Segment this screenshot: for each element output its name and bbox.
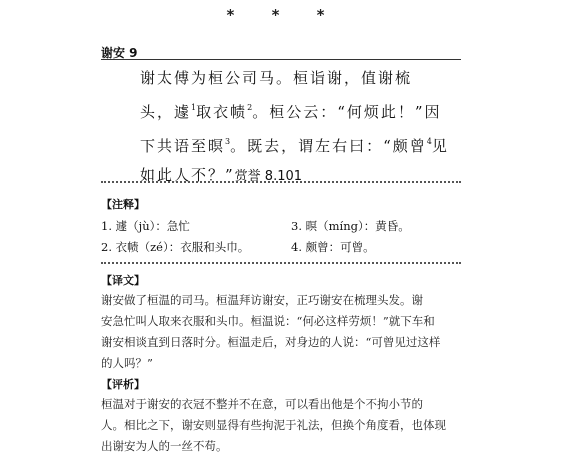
- note-marker: 1: [191, 103, 197, 112]
- passage-text: 下共语至暝: [140, 137, 226, 155]
- section-ornament: * * *: [226, 6, 341, 24]
- translation-line: 谢安相谈直到日落时分。桓温走后，对身边的人说：“可曾见过这样: [101, 335, 441, 349]
- passage-text: 。桓公云：“何烦此！”因: [252, 103, 442, 121]
- commentary-text: [101, 394, 471, 457]
- translation-heading: 【译文】: [101, 274, 145, 287]
- note-item-3: 3. 暝（míng）：黄昏。: [291, 219, 410, 233]
- passage-text: 取衣帻: [196, 103, 248, 121]
- passage-line: [140, 93, 440, 127]
- passage-text: 如此人不？”: [140, 166, 235, 184]
- commentary-heading: 【评析】: [101, 378, 145, 391]
- translation-line: 谢安做了桓温的司马。桓温拜访谢安，正巧谢安在梳理头发。谢: [101, 293, 423, 307]
- passage-text: 谢太傅为桓公司马。桓诣谢，值谢梳: [140, 69, 413, 87]
- commentary-line: 出谢安为人的一丝不苟。: [101, 439, 228, 453]
- commentary-line: 人。相比之下，谢安则显得有些拘泥于礼法，但换个角度看，也体现: [101, 418, 446, 432]
- classical-passage: [140, 64, 449, 191]
- note-item-4: 4. 颇曾：可曾。: [291, 240, 375, 254]
- note-item-2: 2. 衣帻（zé）：衣服和头巾。: [101, 240, 250, 254]
- translation-text: [101, 290, 471, 374]
- header-rule: [101, 59, 461, 60]
- source-reference: 赏誉 8.101: [234, 169, 303, 184]
- passage-divider: [101, 181, 461, 183]
- passage-text: 头，遽: [140, 103, 192, 121]
- translation-line: 安急忙叫人取来衣服和头巾。桓温说：“何必这样劳烦！”就下车和: [101, 314, 435, 328]
- commentary-line: 桓温对于谢安的衣冠不整并不在意，可以看出他是个不拘小节的: [101, 397, 423, 411]
- passage-line: [140, 161, 440, 191]
- notes-heading: 【注释】: [101, 198, 145, 211]
- note-marker: 3: [225, 137, 231, 146]
- notes-divider: [101, 262, 461, 264]
- passage-line: [140, 64, 440, 93]
- translation-line: 的人吗？”: [101, 356, 153, 370]
- note-marker: 2: [247, 103, 253, 112]
- note-marker: 4: [426, 137, 432, 146]
- passage-text: 。既去，谓左右曰：“颇曾: [230, 137, 427, 155]
- passage-text: 见: [431, 137, 449, 155]
- note-item-1: 1. 遽（jù）：急忙: [101, 219, 190, 233]
- section-label: 谢安 9: [101, 46, 138, 60]
- passage-line: [140, 127, 449, 161]
